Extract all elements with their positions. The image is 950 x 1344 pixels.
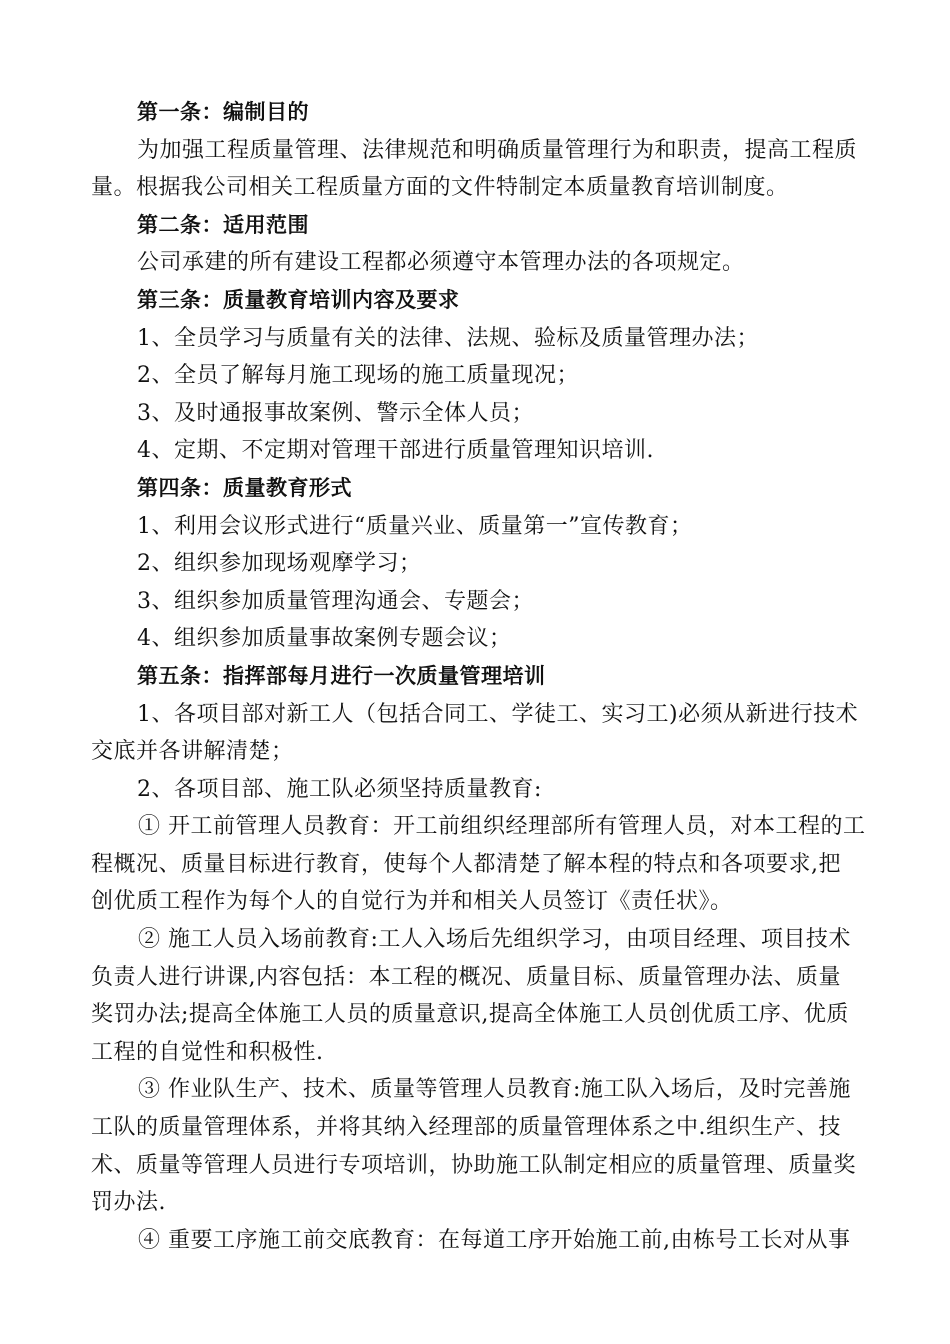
section-heading-4: 第四条：质量教育形式 <box>137 475 352 500</box>
paragraph-line: 交底并各讲解清楚； <box>91 739 294 765</box>
sub-item: ① 开工前管理人员教育：开工前组织经理部所有管理人员，对本工程的工 <box>138 814 866 840</box>
list-item: 3、组织参加质量管理沟通会、专题会； <box>137 588 534 614</box>
list-item: 4、组织参加质量事故案例专题会议； <box>137 626 512 652</box>
section-heading-1: 第一条：编制目的 <box>137 100 309 124</box>
paragraph-line: 负责人进行讲课,内容包括：本工程的概况、质量目标、质量管理办法、质量 <box>91 964 841 990</box>
list-item: 1、全员学习与质量有关的法律、法规、验标及质量管理办法； <box>137 325 759 351</box>
paragraph-line: 创优质工程作为每个人的自觉行为并和相关人员签订《责任状》。 <box>91 889 733 915</box>
list-item: 2、各项目部、施工队必须坚持质量教育: <box>137 776 542 802</box>
paragraph-line: 程概况、质量目标进行教育，使每个人都清楚了解本程的特点和各项要求,把 <box>91 851 841 877</box>
document-body <box>91 94 866 1259</box>
paragraph-line: 量。根据我公司相关工程质量方面的文件特制定本质量教育培训制度。 <box>91 175 789 201</box>
sub-item: ② 施工人员入场前教育:工人入场后先组织学习，由项目经理、项目技术 <box>138 927 851 953</box>
list-item: 1、各项目部对新工人（包括合同工、学徒工、实习工)必须从新进行技术 <box>137 701 859 727</box>
section-heading-3: 第三条：质量教育培训内容及要求 <box>137 287 460 312</box>
list-item: 2、组织参加现场观摩学习； <box>137 551 422 577</box>
section-heading-2: 第二条：适用范围 <box>137 212 309 237</box>
list-item: 3、及时通报事故案例、警示全体人员； <box>137 400 534 426</box>
paragraph-line: 术、质量等管理人员进行专项培训，协助施工队制定相应的质量管理、质量奖 <box>91 1152 857 1178</box>
sub-item: ③ 作业队生产、技术、质量等管理人员教育:施工队入场后，及时完善施 <box>138 1077 851 1103</box>
paragraph-line: 罚办法. <box>91 1190 166 1216</box>
paragraph-line: 工程的自觉性和积极性. <box>91 1039 324 1065</box>
list-item: 4、定期、不定期对管理干部进行质量管理知识培训. <box>137 438 654 464</box>
paragraph-line: 公司承建的所有建设工程都必须遵守本管理办法的各项规定。 <box>137 250 745 276</box>
paragraph-line: 工队的质量管理体系，并将其纳入经理部的质量管理体系之中.组织生产、技 <box>91 1115 841 1141</box>
list-item: 1、利用会议形式进行“质量兴业、质量第一”宣传教育； <box>137 513 693 539</box>
paragraph-line: 为加强工程质量管理、法律规范和明确质量管理行为和职责，提高工程质 <box>137 137 858 163</box>
paragraph-line: 奖罚办法;提高全体施工人员的质量意识,提高全体施工人员创优质工序、优质 <box>91 1002 849 1028</box>
list-item: 2、全员了解每月施工现场的施工质量现况； <box>137 363 579 389</box>
sub-item: ④ 重要工序施工前交底教育：在每道工序开始施工前,由栋号工长对从事 <box>138 1227 851 1253</box>
section-heading-5: 第五条：指挥部每月进行一次质量管理培训 <box>137 663 546 688</box>
